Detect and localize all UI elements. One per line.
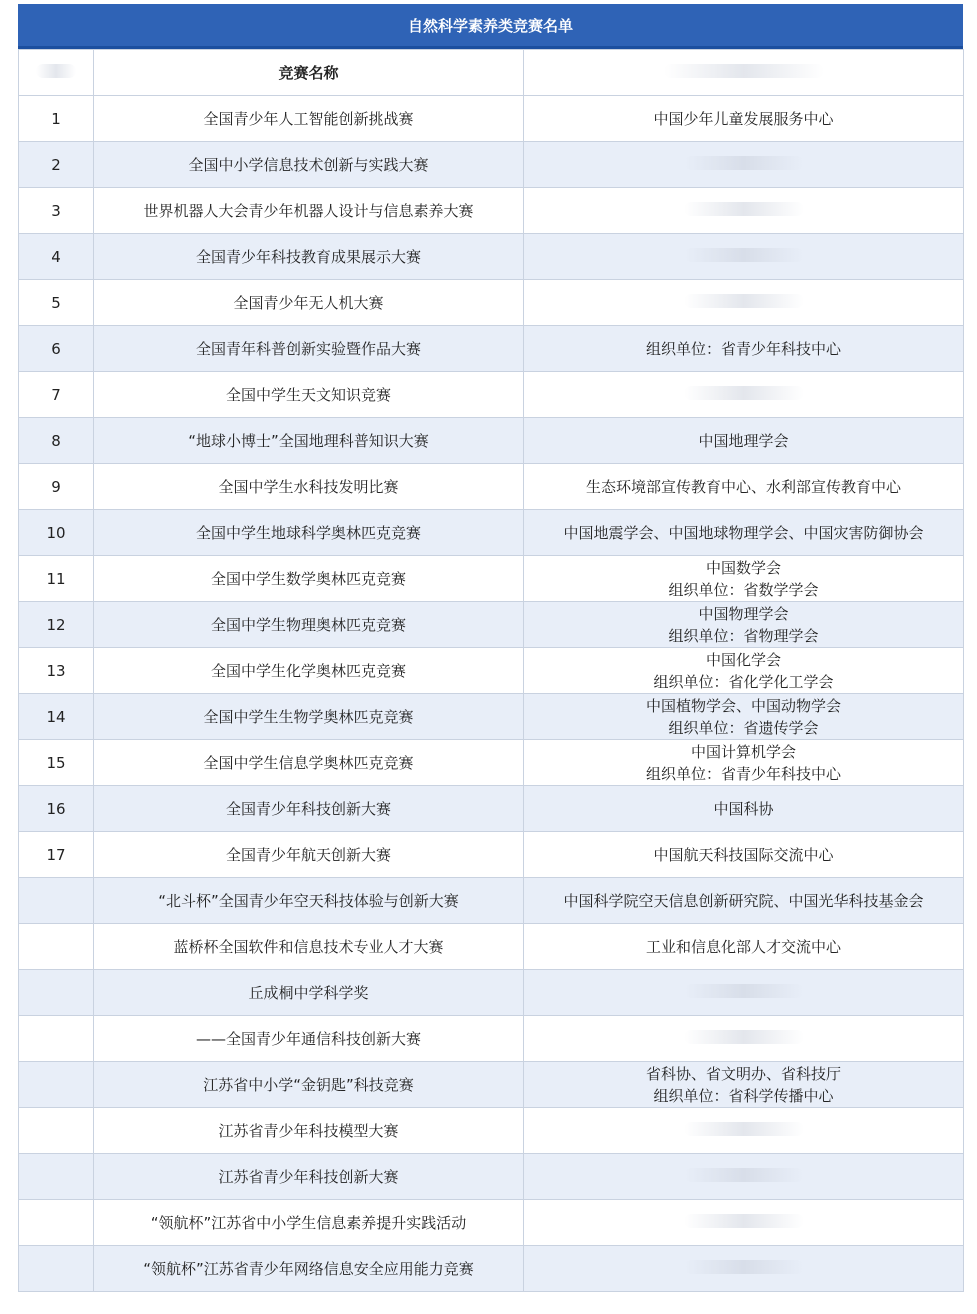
competition-name: 江苏省青少年科技模型大赛 — [94, 1108, 524, 1154]
row-number: 15 — [19, 740, 94, 786]
competition-name: 全国中学生化学奥林匹克竞赛 — [94, 648, 524, 694]
redacted-organizer — [684, 984, 804, 998]
row-number — [19, 1154, 94, 1200]
row-number: 3 — [19, 188, 94, 234]
competition-name: 全国青年科普创新实验暨作品大赛 — [94, 326, 524, 372]
table-row — [19, 418, 964, 464]
organizer-line: 中国科协 — [713, 799, 774, 818]
row-number: 5 — [19, 280, 94, 326]
row-number — [19, 970, 94, 1016]
organizer — [524, 510, 964, 556]
row-number: 9 — [19, 464, 94, 510]
organizer-line: 中国航天科技国际交流中心 — [653, 845, 834, 864]
table-row — [19, 1154, 964, 1200]
organizer-line: 中国化学会 — [705, 650, 781, 669]
competition-table — [18, 49, 964, 1292]
competition-name: 全国中学生地球科学奥林匹克竞赛 — [94, 510, 524, 556]
organizer — [524, 970, 964, 1016]
organizer-line: 组织单位：省科学传播中心 — [653, 1086, 834, 1105]
table-row — [19, 142, 964, 188]
organizer-line: 中国物理学会 — [698, 604, 789, 623]
row-number: 4 — [19, 234, 94, 280]
organizer — [524, 832, 964, 878]
competition-name: 全国中小学信息技术创新与实践大赛 — [94, 142, 524, 188]
organizer — [524, 188, 964, 234]
table-row — [19, 1200, 964, 1246]
competition-name: 全国青少年人工智能创新挑战赛 — [94, 96, 524, 142]
table-row — [19, 970, 964, 1016]
organizer — [524, 1108, 964, 1154]
row-number: 16 — [19, 786, 94, 832]
row-number: 8 — [19, 418, 94, 464]
competition-name: 全国中学生生物学奥林匹克竞赛 — [94, 694, 524, 740]
competition-name: 全国中学生天文知识竞赛 — [94, 372, 524, 418]
organizer-line: 中国地震学会、中国地球物理学会、中国灾害防御协会 — [563, 523, 924, 542]
organizer — [524, 556, 964, 602]
competition-name: “领航杯”江苏省青少年网络信息安全应用能力竞赛 — [94, 1246, 524, 1292]
organizer-line: 组织单位：省物理学会 — [668, 626, 819, 645]
row-number: 7 — [19, 372, 94, 418]
competition-name: “领航杯”江苏省中小学生信息素养提升实践活动 — [94, 1200, 524, 1246]
organizer — [524, 418, 964, 464]
header-org — [524, 50, 964, 96]
redacted-organizer — [684, 1030, 804, 1044]
competition-name: 世界机器人大会青少年机器人设计与信息素养大赛 — [94, 188, 524, 234]
row-number: 11 — [19, 556, 94, 602]
organizer — [524, 648, 964, 694]
redacted-organizer — [684, 1260, 804, 1274]
competition-name: 丘成桐中学科学奖 — [94, 970, 524, 1016]
row-number: 17 — [19, 832, 94, 878]
organizer-line: 中国科学院空天信息创新研究院、中国光华科技基金会 — [563, 891, 924, 910]
organizer — [524, 464, 964, 510]
organizer — [524, 234, 964, 280]
table-row — [19, 740, 964, 786]
redacted-organizer — [684, 1214, 804, 1228]
organizer — [524, 1062, 964, 1108]
table-row — [19, 280, 964, 326]
organizer — [524, 1016, 964, 1062]
row-number: 10 — [19, 510, 94, 556]
table-row — [19, 556, 964, 602]
organizer-line: 组织单位：省青少年科技中心 — [645, 764, 841, 783]
competition-name: 全国中学生水科技发明比赛 — [94, 464, 524, 510]
organizer — [524, 740, 964, 786]
row-number: 14 — [19, 694, 94, 740]
organizer-line: 组织单位：省化学化工学会 — [653, 672, 834, 691]
organizer — [524, 1246, 964, 1292]
organizer-line: 中国计算机学会 — [690, 742, 796, 761]
row-number: 13 — [19, 648, 94, 694]
table-row — [19, 326, 964, 372]
redacted-organizer — [684, 1122, 804, 1136]
organizer-line: 中国少年儿童发展服务中心 — [653, 109, 834, 128]
organizer-line: 生态环境部宣传教育中心、水利部宣传教育中心 — [585, 477, 901, 496]
table-row — [19, 510, 964, 556]
competition-name: 江苏省青少年科技创新大赛 — [94, 1154, 524, 1200]
organizer — [524, 924, 964, 970]
organizer — [524, 1200, 964, 1246]
table-row — [19, 1016, 964, 1062]
table-row — [19, 372, 964, 418]
competition-name: 全国青少年无人机大赛 — [94, 280, 524, 326]
row-number — [19, 1108, 94, 1154]
competition-name: “地球小博士”全国地理科普知识大赛 — [94, 418, 524, 464]
organizer — [524, 694, 964, 740]
competition-name: 全国青少年航天创新大赛 — [94, 832, 524, 878]
table-row — [19, 464, 964, 510]
table-row — [19, 694, 964, 740]
row-number: 1 — [19, 96, 94, 142]
redacted-organizer — [684, 386, 804, 400]
organizer-line: 中国植物学会、中国动物学会 — [645, 696, 841, 715]
row-number — [19, 1200, 94, 1246]
table-row — [19, 1062, 964, 1108]
organizer-line: 省科协、省文明办、省科技厅 — [645, 1064, 841, 1083]
competition-name: ——全国青少年通信科技创新大赛 — [94, 1016, 524, 1062]
table-row — [19, 234, 964, 280]
header-name: 竞赛名称 — [94, 50, 524, 96]
organizer — [524, 280, 964, 326]
organizer — [524, 96, 964, 142]
organizer — [524, 372, 964, 418]
competition-name: 全国青少年科技创新大赛 — [94, 786, 524, 832]
row-number — [19, 1246, 94, 1292]
organizer-line: 组织单位：省数学学会 — [668, 580, 819, 599]
header-no — [19, 50, 94, 96]
competition-name: 全国中学生信息学奥林匹克竞赛 — [94, 740, 524, 786]
organizer — [524, 602, 964, 648]
organizer — [524, 878, 964, 924]
row-number: 6 — [19, 326, 94, 372]
header-row — [19, 50, 964, 96]
organizer-line: 中国地理学会 — [698, 431, 789, 450]
table-row — [19, 832, 964, 878]
row-number — [19, 1062, 94, 1108]
competition-sheet — [18, 4, 963, 1292]
organizer-line: 组织单位：省青少年科技中心 — [645, 339, 841, 358]
table-row — [19, 188, 964, 234]
table-row — [19, 1108, 964, 1154]
organizer-line: 组织单位：省遗传学会 — [668, 718, 819, 737]
table-row — [19, 924, 964, 970]
row-number — [19, 878, 94, 924]
organizer — [524, 786, 964, 832]
redacted-organizer — [684, 156, 804, 170]
organizer — [524, 142, 964, 188]
table-row — [19, 648, 964, 694]
competition-name: 全国中学生物理奥林匹克竞赛 — [94, 602, 524, 648]
competition-name: 蓝桥杯全国软件和信息技术专业人才大赛 — [94, 924, 524, 970]
competition-name: 全国青少年科技教育成果展示大赛 — [94, 234, 524, 280]
table-row — [19, 878, 964, 924]
row-number — [19, 924, 94, 970]
sheet-title: 自然科学素养类竞赛名单 — [18, 4, 963, 49]
organizer-line: 中国数学会 — [705, 558, 781, 577]
competition-name: “北斗杯”全国青少年空天科技体验与创新大赛 — [94, 878, 524, 924]
row-number: 2 — [19, 142, 94, 188]
table-row — [19, 786, 964, 832]
organizer — [524, 326, 964, 372]
competition-name: 全国中学生数学奥林匹克竞赛 — [94, 556, 524, 602]
redacted-organizer — [684, 248, 804, 262]
table-row — [19, 96, 964, 142]
table-row — [19, 602, 964, 648]
row-number — [19, 1016, 94, 1062]
redacted-organizer — [684, 294, 804, 308]
organizer — [524, 1154, 964, 1200]
table-row — [19, 1246, 964, 1292]
competition-name: 江苏省中小学“金钥匙”科技竞赛 — [94, 1062, 524, 1108]
redacted-organizer — [684, 1168, 804, 1182]
row-number: 12 — [19, 602, 94, 648]
redacted-organizer — [684, 202, 804, 216]
organizer-line: 工业和信息化部人才交流中心 — [645, 937, 841, 956]
